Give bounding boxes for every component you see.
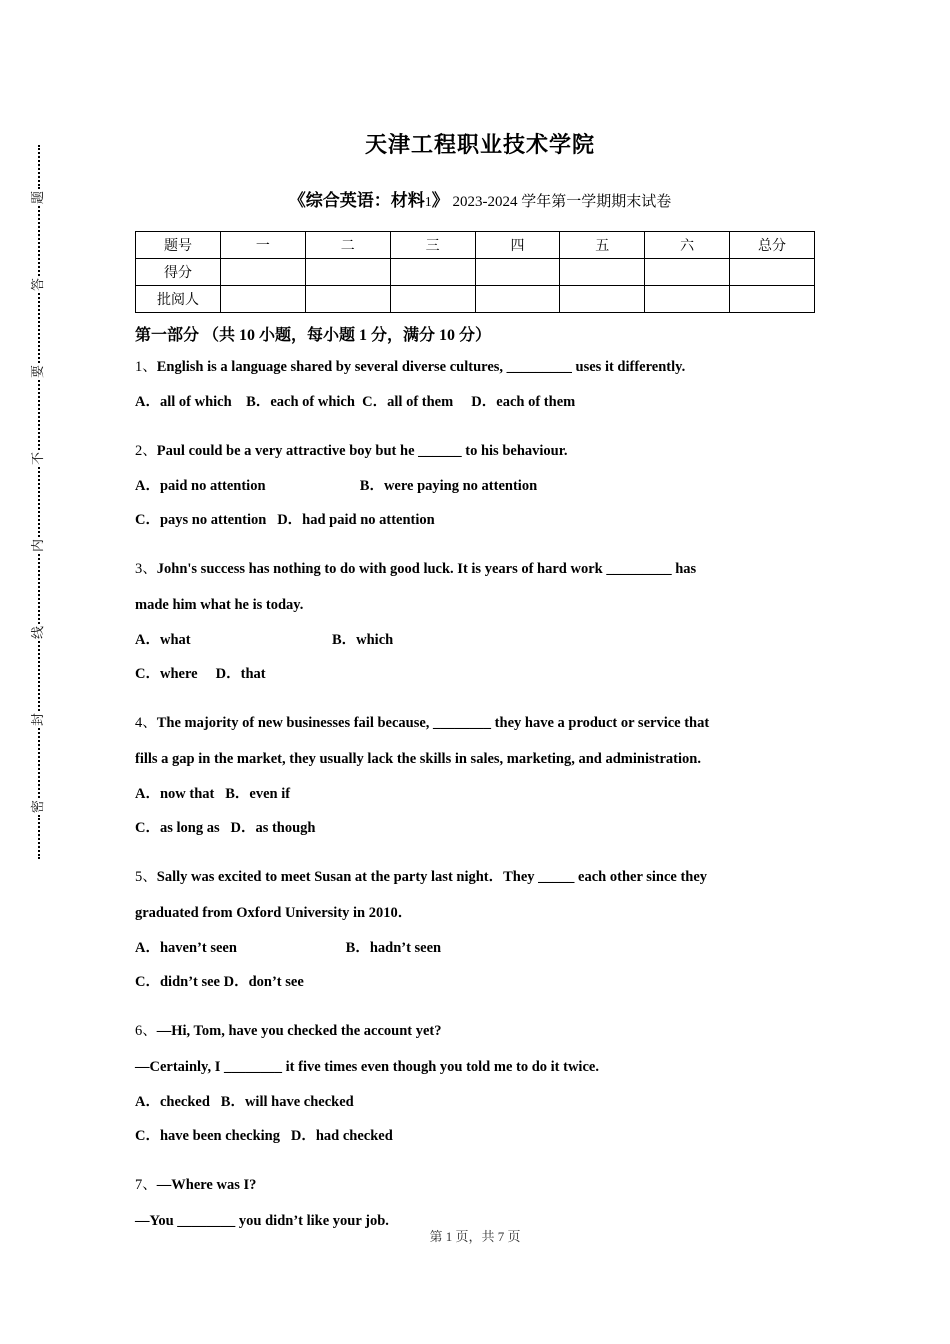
score-cell[interactable] (221, 259, 306, 286)
dotted-segment (27, 206, 40, 276)
question-number: 7、 (135, 1177, 157, 1193)
question-stem (135, 859, 825, 895)
seal-field-exam-room (0, 390, 12, 422)
seal-dotted-rotated-text (26, 88, 52, 916)
question-options-line[interactable]: C．pays no attention D．had paid no attention (135, 512, 435, 528)
seal-char-5: 要 (30, 364, 45, 378)
seal-char-7: 题 (30, 190, 45, 204)
seal-char-6: 答 (30, 277, 45, 291)
score-cell[interactable] (390, 259, 475, 286)
dotted-segment (27, 145, 40, 189)
question-text: Paul could be a very attractive boy but he ______ to his behaviour. (156, 443, 568, 459)
score-table (135, 231, 815, 313)
question-options-line[interactable]: C．as long as D．as though (135, 820, 316, 836)
question-stem-continuation: graduated from Oxford University in 2010． (135, 905, 413, 921)
question-5 (135, 859, 825, 999)
score-row-label: 题号 (136, 232, 221, 259)
question-number: 3、 (135, 561, 157, 577)
table-row (136, 232, 815, 259)
question-options-line[interactable]: C．where D．that (135, 666, 266, 682)
question-stem-continuation: made him what he is today. (135, 597, 304, 613)
question-4 (135, 705, 825, 845)
score-cell[interactable] (560, 286, 645, 313)
question-stem-continuation: —You ________ you didn’t like your job. (135, 1213, 389, 1229)
score-cell: 一 (221, 232, 306, 259)
table-row (136, 259, 815, 286)
seal-dotted-line (30, 88, 78, 916)
score-cell: 总分 (730, 232, 815, 259)
seal-char-0: 密 (30, 800, 45, 814)
question-stem (135, 1167, 825, 1203)
question-text: The majority of new businesses fail because, ________ they have a product or service that (156, 715, 710, 731)
subject-close-bracket: 》 (431, 191, 449, 210)
question-number: 1、 (135, 359, 157, 375)
score-cell[interactable] (730, 259, 815, 286)
section-heading: 第一部分 （共 10 小题，每小题 1 分，满分 10 分） (135, 327, 492, 344)
seal-fields-rotated-text (0, 88, 18, 910)
dotted-segment (27, 641, 40, 711)
exam-subtitle (135, 186, 825, 211)
question-text: English is a language shared by several diverse cultures, _________ uses it differently. (156, 359, 686, 375)
score-cell[interactable] (645, 259, 730, 286)
subject-number: 1 (424, 195, 432, 210)
score-cell[interactable] (475, 286, 560, 313)
question-options-line[interactable]: A．haven’t seen B．hadn’t seen (135, 940, 442, 956)
question-options-line[interactable]: A．checked B．will have checked (135, 1094, 354, 1110)
question-stem (135, 551, 825, 587)
score-table-body (136, 232, 815, 313)
question-options-line[interactable]: A．now that B．even if (135, 786, 291, 802)
question-1 (135, 349, 825, 419)
score-row-label: 得分 (136, 259, 221, 286)
question-options-line[interactable]: A．paid no attention B．were paying no attention (135, 478, 538, 494)
score-cell[interactable] (645, 286, 730, 313)
paper-content (135, 0, 825, 1239)
question-stem-continuation: —Certainly, I ________ it five times even though you told me to do it twice. (135, 1059, 599, 1075)
score-cell[interactable] (560, 259, 645, 286)
score-cell[interactable] (475, 259, 560, 286)
question-3 (135, 551, 825, 691)
question-stem (135, 433, 825, 469)
question-number: 4、 (135, 715, 157, 731)
exam-term: 2023-2024 学年第一学期期末试卷 (452, 194, 672, 210)
seal-char-1: 封 (30, 713, 45, 727)
table-row (136, 286, 815, 313)
dotted-segment (27, 815, 40, 859)
question-text: —Hi, Tom, have you checked the account yet? (156, 1023, 442, 1039)
score-cell: 二 (305, 232, 390, 259)
seal-char-2: 线 (30, 626, 45, 640)
score-cell: 四 (475, 232, 560, 259)
seal-field-class (0, 715, 12, 747)
seal-char-3: 内 (30, 539, 45, 553)
seal-char-4: 不 (30, 451, 45, 465)
question-stem (135, 1013, 825, 1049)
score-cell[interactable] (221, 286, 306, 313)
dotted-segment (27, 293, 40, 363)
seal-field-admission-number (0, 195, 12, 259)
score-cell[interactable] (305, 286, 390, 313)
score-cell: 六 (645, 232, 730, 259)
question-text: Sally was excited to meet Susan at the party last night．They _____ each other since they (156, 869, 708, 885)
score-cell[interactable] (730, 286, 815, 313)
question-number: 6、 (135, 1023, 157, 1039)
question-text: John's success has nothing to do with good luck. It is years of hard work _________ has (156, 561, 697, 577)
dotted-segment (27, 380, 40, 450)
dotted-segment (27, 728, 40, 798)
question-stem (135, 349, 825, 385)
dotted-segment (27, 554, 40, 624)
question-options-line[interactable]: A．all of which B．each of which C．all of them D．each of them (135, 394, 576, 410)
score-cell[interactable] (390, 286, 475, 313)
score-cell: 三 (390, 232, 475, 259)
page-footer: 第 1 页，共 7 页 (429, 1229, 521, 1244)
question-options-line[interactable]: A．what B．which (135, 632, 394, 648)
question-number: 5、 (135, 869, 157, 885)
school-title: 天津工程职业技术学院 (364, 132, 595, 157)
question-2 (135, 433, 825, 537)
seal-field-name (0, 552, 12, 584)
subject-name: 《综合英语：材料 (288, 191, 425, 210)
question-options-line[interactable]: C．have been checking D．had checked (135, 1128, 393, 1144)
question-number: 2、 (135, 443, 157, 459)
question-options-line[interactable]: C．didn’t see D．don’t see (135, 974, 304, 990)
score-row-label: 批阅人 (136, 286, 221, 313)
question-text: —Where was I? (156, 1177, 257, 1193)
seal-field-school (0, 878, 12, 910)
question-stem (135, 705, 825, 741)
dotted-segment (27, 467, 40, 537)
question-stem-continuation: fills a gap in the market, they usually lack the skills in sales, marketing, and administration. (135, 751, 701, 767)
score-cell: 五 (560, 232, 645, 259)
score-cell[interactable] (305, 259, 390, 286)
question-6 (135, 1013, 825, 1153)
